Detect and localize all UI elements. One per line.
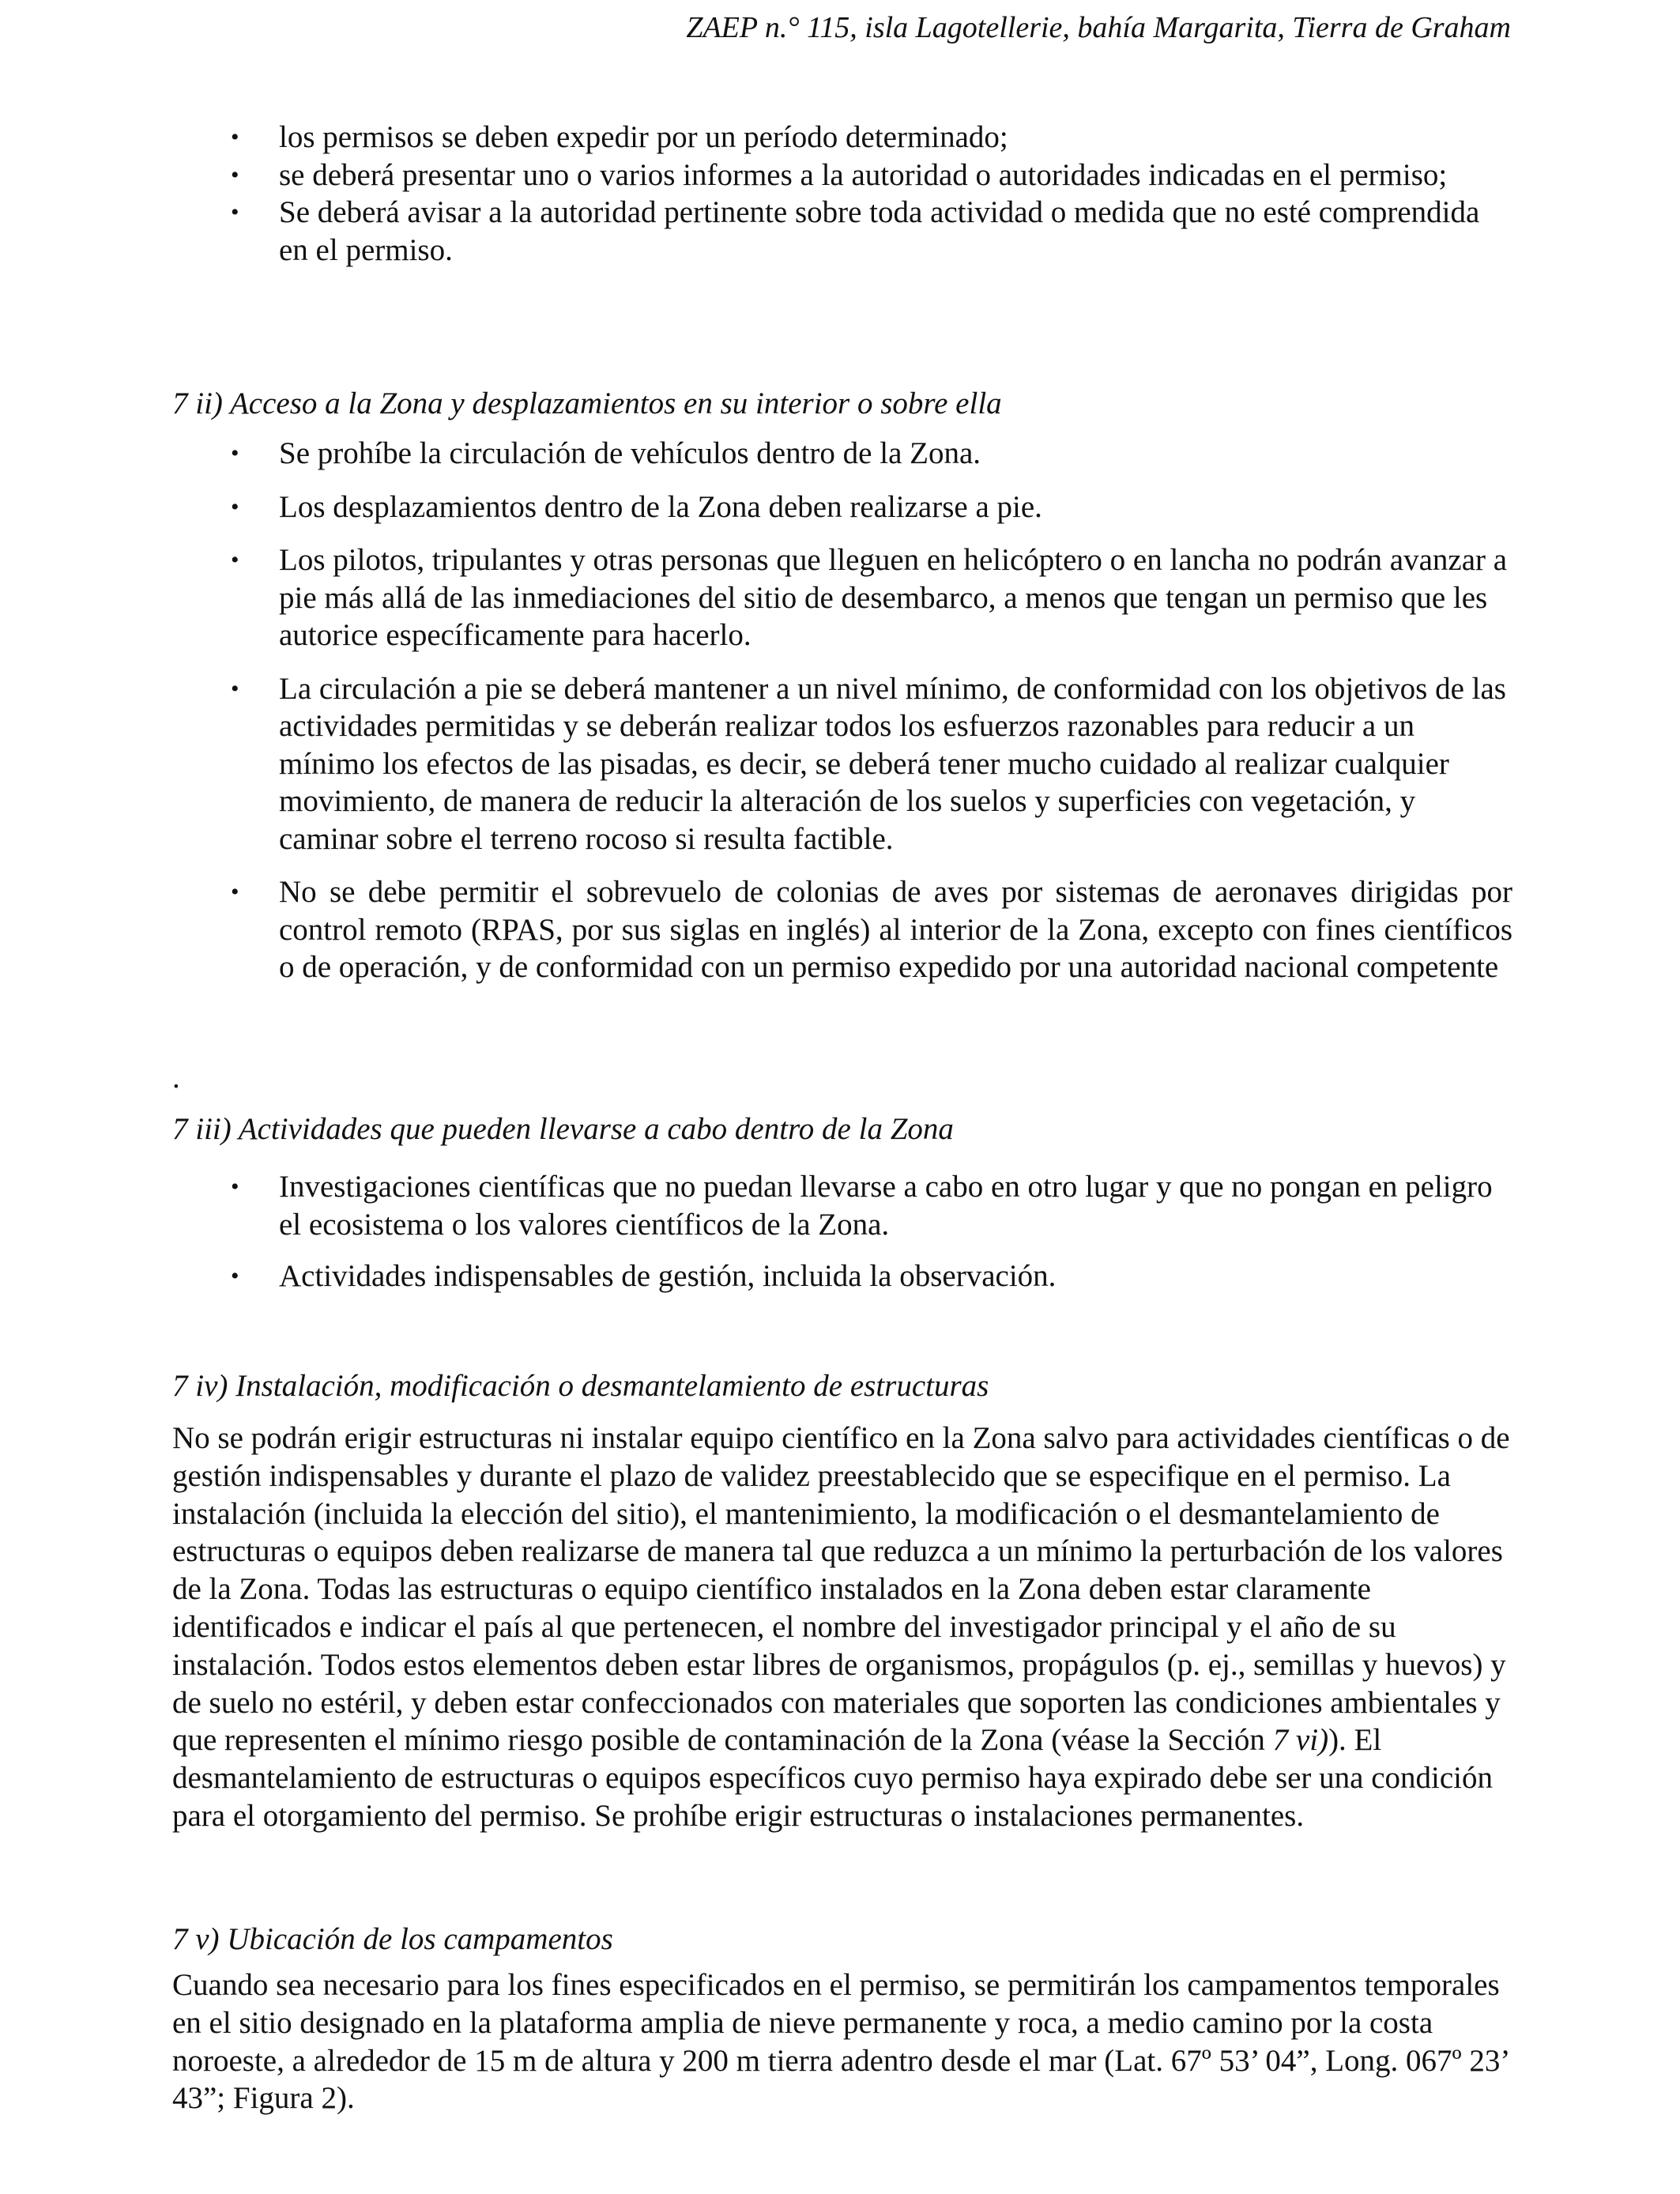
section-heading-7v: 7 v) Ubicación de los campamentos	[172, 1922, 613, 1956]
bullet-icon: •	[231, 199, 239, 225]
bullet-icon: •	[231, 675, 239, 702]
paragraph-text: ). El desmantelamiento de estructuras o equipos específicos cuyo permiso haya expirado debe ser una condición para el otorgamiento del permiso. Se prohíbe erigir estructuras o instalaciones permanentes.	[172, 1723, 1494, 1833]
bullet-icon: •	[231, 124, 239, 150]
access-rules-list	[172, 435, 1512, 986]
list-item-text: se deberá presentar uno o varios informes a la autoridad o autoridades indicadas en el permiso;	[279, 157, 1448, 192]
list-item-text: La circulación a pie se deberá mantener a un nivel mínimo, de conformidad con los objetivos de las actividades permitidas y se deberán realizar todos los esfuerzos razonables para reducir a un mínimo los efectos de las pisadas, es decir, se deberá tener mucho cuidado al realizar cualquier movimiento, de manera de reducir la alteración de los suelos y superficies con vegetación, y caminar sobre el terreno rocoso si resulta factible.	[279, 671, 1506, 856]
bullet-icon: •	[231, 1174, 239, 1200]
section-heading-7ii: 7 ii) Acceso a la Zona y desplazamientos en su interior o sobre ella	[172, 386, 1002, 420]
permit-conditions-list	[172, 119, 1512, 269]
list-item	[172, 873, 1512, 986]
running-header: ZAEP n.° 115, isla Lagotellerie, bahía Margarita, Tierra de Graham	[686, 11, 1511, 44]
camps-paragraph: Cuando sea necesario para los fines especificados en el permiso, se permitirán los campamentos temporales en el sitio designado en la plataforma amplia de nieve permanente y roca, a medio camino por la costa noroeste, a alrededor de 15 m de altura y 200 m tierra adentro desde el mar (Lat. 67º 53’ 04”, Long. 067º 23’ 43”; Figura 2).	[172, 1968, 1509, 2116]
list-item-text: Los desplazamientos dentro de la Zona deben realizarse a pie.	[279, 489, 1042, 524]
section-reference: 7 vi)	[1272, 1723, 1329, 1758]
list-item-text: Se deberá avisar a la autoridad pertinente sobre toda actividad o medida que no esté comprendida en el permiso.	[279, 195, 1480, 267]
stray-period: .	[172, 1061, 180, 1095]
permitted-activities-list	[172, 1168, 1512, 1295]
list-item	[172, 488, 1512, 526]
list-item-text: los permisos se deben expedir por un período determinado;	[279, 120, 1008, 154]
section-heading-7iv: 7 iv) Instalación, modificación o desmantelamiento de estructuras	[172, 1369, 989, 1403]
list-item	[172, 156, 1512, 194]
list-item-text: No se debe permitir el sobrevuelo de colonias de aves por sistemas de aeronaves dirigidas por control remoto (RPAS, por sus siglas en inglés) al interior de la Zona, excepto con fines científicos o de operación, y de conformidad con un permiso expedido por una autoridad nacional competente	[279, 875, 1512, 984]
section-heading-7iii: 7 iii) Actividades que pueden llevarse a cabo dentro de la Zona	[172, 1112, 954, 1146]
list-item-text: Se prohíbe la circulación de vehículos dentro de la Zona.	[279, 436, 981, 470]
list-item	[172, 1168, 1512, 1243]
list-item	[172, 194, 1512, 269]
list-item-text: Investigaciones científicas que no puedan llevarse a cabo en otro lugar y que no pongan en peligro el ecosistema o los valores científicos de la Zona.	[279, 1170, 1493, 1242]
list-item	[172, 435, 1512, 473]
bullet-icon: •	[231, 547, 239, 573]
bullet-icon: •	[231, 1263, 239, 1289]
paragraph-text: Todos estos elementos deben estar libres de organismos, propágulos (p. ej., semillas y huevos) y de suelo no estéril, y deben estar confeccionados con materiales que soporten las condiciones ambientales y que representen el mínimo riesgo posible de contaminación de la Zona (véase la Sección	[172, 1647, 1506, 1758]
bullet-icon: •	[231, 440, 239, 466]
bullet-icon: •	[231, 879, 239, 905]
list-item-text: Actividades indispensables de gestión, incluida la observación.	[279, 1259, 1057, 1293]
paragraph-text: No se podrán erigir estructuras ni instalar equipo científico en la Zona salvo para actividades científicas o de gestión indispensables y durante el plazo de validez preestablecido que se especifique en el permiso. La instalación (incluida la elección del sitio), el mantenimiento, la modificación o el desmantelamiento de estructuras o equipos deben realizarse de manera tal que reduzca a un mínimo la perturbación de los valores de la Zona. Todas las estructuras o equipo científico instalados en la Zona deben estar claramente identificados e indicar el país al que pertenecen, el nombre del investigador principal y el año de su instalación.	[172, 1421, 1510, 1682]
list-item	[172, 541, 1512, 654]
bullet-icon: •	[231, 161, 239, 188]
structures-section-body	[172, 1419, 1512, 1835]
list-item	[172, 670, 1512, 858]
list-item-text: Los pilotos, tripulantes y otras personas que lleguen en helicóptero o en lancha no podrán avanzar a pie más allá de las inmediaciones del sitio de desembarco, a menos que tengan un permiso que les autorice específicamente para hacerlo.	[279, 543, 1508, 652]
camps-section-body	[172, 1966, 1512, 2117]
structures-paragraph	[172, 1419, 1512, 1835]
list-item	[172, 1257, 1512, 1295]
bullet-icon: •	[231, 493, 239, 520]
list-item	[172, 119, 1512, 156]
